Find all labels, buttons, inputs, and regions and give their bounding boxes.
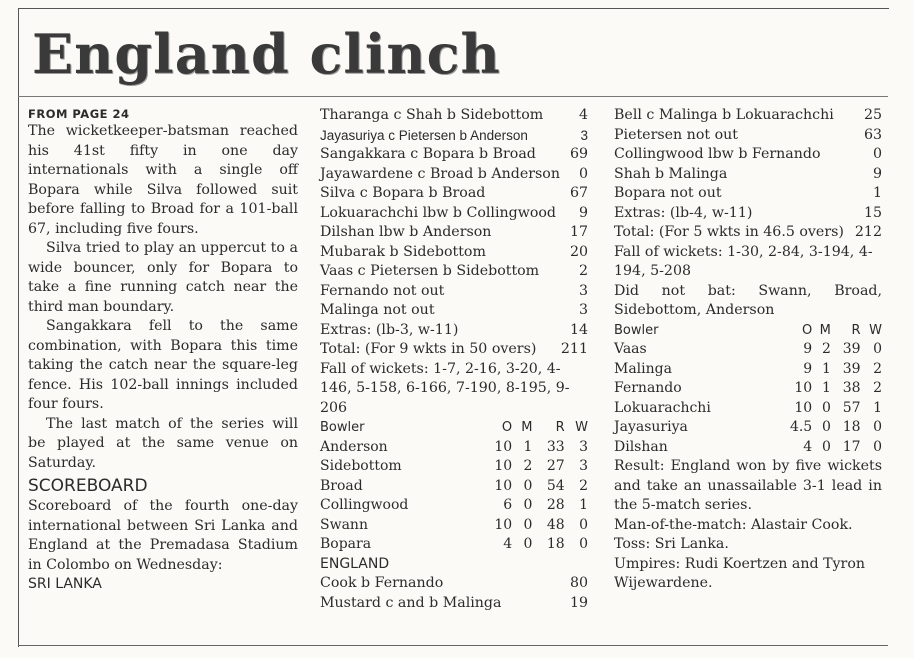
bowling-row xyxy=(320,457,588,477)
bowling-header-cell: O xyxy=(801,322,813,338)
bowler-name: Lokuarachchi xyxy=(614,399,711,416)
bowling-figure: 4 xyxy=(503,536,513,552)
batsman-runs: 69 xyxy=(569,146,588,162)
bowling-figure: 18 xyxy=(546,536,565,552)
batsman-runs: 3 xyxy=(580,127,588,143)
bowling-figure: 28 xyxy=(546,497,565,513)
total-value: 212 xyxy=(854,224,882,240)
bowling-figure: 0 xyxy=(821,438,831,455)
bowling-row xyxy=(614,418,882,438)
bowling-row xyxy=(614,340,882,360)
batsman-dismissal: Bell c Malinga b Lokuarachchi xyxy=(614,107,834,123)
bowling-header-cell: Bowler xyxy=(320,420,365,435)
bowling-figure: 48 xyxy=(546,516,565,533)
team-heading-sri-lanka: SRI LANKA xyxy=(28,576,102,592)
batsman-dismissal: Jayasuriya c Pietersen b Anderson xyxy=(320,127,528,143)
report-paragraph: The last match of the series will be played at the same venue on Saturday. xyxy=(28,415,298,471)
batsman-runs: 80 xyxy=(569,575,588,591)
extras-value: 14 xyxy=(569,321,588,338)
bowling-figure: 54 xyxy=(546,477,565,494)
total-row xyxy=(614,223,882,243)
england-scorecard-column xyxy=(614,106,882,594)
bowler-name: Anderson xyxy=(320,438,388,455)
bowling-figure: 27 xyxy=(546,458,565,474)
sri-lanka-batting-list xyxy=(320,106,588,321)
batsman-dismissal: Malinga not out xyxy=(320,302,435,318)
scoreboard-heading: SCOREBOARD xyxy=(28,476,148,496)
batting-row xyxy=(320,223,588,243)
from-page-label: FROM PAGE 24 xyxy=(28,107,130,121)
bowling-figure: 0 xyxy=(523,536,533,552)
batsman-runs: 25 xyxy=(863,107,882,123)
bowler-name: Jayasuriya xyxy=(614,419,688,435)
fall-of-wickets: Fall of wickets: 1-7, 2-16, 3-20, 4-146, 5-158, 6-166, 7-190, 8-195, 9-206 xyxy=(320,360,570,416)
bowling-figure: 9 xyxy=(803,360,813,377)
bowling-figure: 18 xyxy=(842,419,861,435)
did-not-bat: Did not bat: Swann, Broad, Sidebottom, Anderson xyxy=(614,282,882,318)
bowling-figure: 10 xyxy=(494,458,513,474)
total-label: Total: (For 5 wkts in 46.5 overs) xyxy=(614,224,844,240)
bowling-row xyxy=(320,516,588,536)
bowling-row xyxy=(614,438,882,458)
bowling-figure: 39 xyxy=(842,341,861,357)
team-heading-england: ENGLAND xyxy=(320,555,390,572)
umpires: Umpires: Rudi Koertzen and Tyron Wijewardene. xyxy=(614,555,866,591)
batsman-dismissal: Mubarak b Sidebottom xyxy=(320,243,486,260)
bowling-figure: 39 xyxy=(842,360,861,377)
batsman-runs: 20 xyxy=(569,243,588,260)
report-paragraph: Sangakkara fell to the same combination, with Bopara this time taking the catch near the square-leg fence. His 102-ball innings included four fours. xyxy=(28,318,298,412)
bowling-figure: 6 xyxy=(503,497,513,513)
batting-row xyxy=(320,126,588,146)
batsman-runs: 17 xyxy=(569,224,588,240)
batsman-dismissal: Bopara not out xyxy=(614,185,722,201)
extras-label: Extras: (lb-4, w-11) xyxy=(614,204,753,221)
bowler-name: Swann xyxy=(320,516,368,533)
bowling-header-cell: R xyxy=(555,420,565,435)
extras-label: Extras: (lb-3, w-11) xyxy=(320,321,459,338)
bowling-figure: 0 xyxy=(873,438,882,455)
bowling-figure: 10 xyxy=(494,477,513,494)
bowling-figure: 0 xyxy=(579,516,588,533)
batting-row xyxy=(320,145,588,165)
bowling-row xyxy=(320,477,588,497)
bowling-figure: 1 xyxy=(821,380,831,396)
bowling-figure: 9 xyxy=(803,341,813,357)
bowling-figure: 0 xyxy=(523,516,533,533)
bowling-figure: 33 xyxy=(546,438,565,455)
batsman-runs: 19 xyxy=(569,594,588,611)
bowling-figure: 0 xyxy=(821,399,831,416)
batting-row xyxy=(320,301,588,321)
batting-row xyxy=(320,165,588,185)
bowling-row xyxy=(320,496,588,516)
bowling-header-cell: W xyxy=(869,322,882,338)
bowling-header-cell: M xyxy=(819,322,831,338)
batsman-runs: 63 xyxy=(863,126,882,143)
bowler-name: Malinga xyxy=(614,360,672,377)
bowling-row xyxy=(320,535,588,555)
total-row xyxy=(320,340,588,360)
bottom-rule xyxy=(18,645,888,646)
batting-row xyxy=(614,184,882,204)
extras-row xyxy=(320,321,588,341)
bowler-name: Sidebottom xyxy=(320,458,402,474)
bowling-figure: 2 xyxy=(523,458,533,474)
batsman-runs: 3 xyxy=(578,302,588,318)
bowling-header-cell: R xyxy=(851,322,861,338)
extras-row xyxy=(614,204,882,224)
bowling-figure: 10 xyxy=(794,380,813,396)
batsman-dismissal: Cook b Fernando xyxy=(320,575,444,591)
bowling-figure: 10 xyxy=(494,438,513,455)
batsman-dismissal: Tharanga c Shah b Sidebottom xyxy=(320,107,544,123)
bowling-row xyxy=(320,438,588,458)
bowling-figure: 4 xyxy=(803,438,813,455)
bowling-figure: 0 xyxy=(873,341,882,357)
man-of-the-match: Man-of-the-match: Alastair Cook. xyxy=(614,516,853,533)
batsman-dismissal: Mustard c and b Malinga xyxy=(320,594,502,611)
bowling-figure: 0 xyxy=(579,536,588,552)
bowling-header-cell: O xyxy=(501,420,513,435)
batting-row xyxy=(320,243,588,263)
bowling-header-cell: W xyxy=(575,420,588,435)
bowler-name: Dilshan xyxy=(614,438,668,455)
total-value: 211 xyxy=(560,341,588,357)
bowler-name: Vaas xyxy=(614,341,647,357)
bowling-figure: 10 xyxy=(494,516,513,533)
bowling-row xyxy=(614,379,882,399)
batting-row xyxy=(614,126,882,146)
bowler-name: Collingwood xyxy=(320,497,409,513)
batting-row xyxy=(614,165,882,185)
batsman-runs: 4 xyxy=(578,107,588,123)
bowling-figure: 1 xyxy=(873,399,882,416)
batting-row xyxy=(320,106,588,126)
sri-lanka-bowling-table xyxy=(614,321,882,458)
bowling-figure: 1 xyxy=(821,360,831,377)
bowling-figure: 0 xyxy=(821,419,831,435)
bowling-figure: 57 xyxy=(842,399,861,416)
batsman-runs: 9 xyxy=(578,204,588,221)
bowling-figure: 2 xyxy=(873,360,882,377)
batting-row xyxy=(320,184,588,204)
batting-row xyxy=(614,145,882,165)
report-paragraph: Silva tried to play an uppercut to a wide bouncer, only for Bopara to take a fine running catch near the third man boundary. xyxy=(28,240,298,315)
bowling-row xyxy=(614,360,882,380)
bowling-figure: 17 xyxy=(842,438,861,455)
bowling-header-cell: M xyxy=(521,420,533,435)
sri-lanka-scorecard-column xyxy=(320,106,588,613)
batting-row xyxy=(320,262,588,282)
report-paragraph: The wicketkeeper-batsman reached his 41st fifty in one day internationals with a single off Bopara while Silva followed suit before falling to Broad for a 101-ball 67, including five fours. xyxy=(28,123,298,237)
headline: England clinch xyxy=(32,22,501,86)
batsman-dismissal: Jayawardene c Broad b Anderson xyxy=(320,165,560,182)
headline-rule xyxy=(18,96,888,97)
batsman-dismissal: Pietersen not out xyxy=(614,126,738,143)
bowling-figure: 3 xyxy=(579,458,588,474)
match-result: Result: England won by five wickets and take an unassailable 3-1 lead in the 5-match series. xyxy=(614,458,882,513)
bowling-figure: 10 xyxy=(794,399,813,416)
batsman-runs: 0 xyxy=(578,165,588,182)
bowling-figure: 4.5 xyxy=(789,419,813,435)
batsman-dismissal: Shah b Malinga xyxy=(614,165,728,182)
extras-value: 15 xyxy=(863,204,882,221)
bowling-figure: 2 xyxy=(821,341,831,357)
bowling-figure: 0 xyxy=(523,497,533,513)
bowling-header-row xyxy=(320,418,588,438)
batsman-runs: 2 xyxy=(578,263,588,279)
bowling-header-row xyxy=(614,321,882,341)
batsman-runs: 9 xyxy=(872,165,882,182)
bowling-row xyxy=(614,399,882,419)
batsman-dismissal: Collingwood lbw b Fernando xyxy=(614,146,821,162)
bowling-header-cell: Bowler xyxy=(614,322,659,338)
batsman-dismissal: Lokuarachchi lbw b Collingwood xyxy=(320,204,557,221)
batting-row xyxy=(320,594,588,614)
bowling-figure: 2 xyxy=(873,380,882,396)
batsman-dismissal: Vaas c Pietersen b Sidebottom xyxy=(320,263,540,279)
batsman-runs: 67 xyxy=(569,185,588,201)
batsman-runs: 3 xyxy=(578,282,588,299)
batsman-dismissal: Dilshan lbw b Anderson xyxy=(320,224,492,240)
scoreboard-intro: Scoreboard of the fourth one-day international between Sri Lanka and England at the Premadasa Stadium in Colombo on Wednesday: xyxy=(28,498,298,573)
batsman-dismissal: Silva c Bopara b Broad xyxy=(320,185,486,201)
bowler-name: Fernando xyxy=(614,380,682,396)
fall-of-wickets: Fall of wickets: 1-30, 2-84, 3-194, 4-194, 5-208 xyxy=(614,243,873,279)
batsman-runs: 1 xyxy=(872,185,882,201)
total-label: Total: (For 9 wkts in 50 overs) xyxy=(320,341,537,357)
bowling-figure: 3 xyxy=(579,438,588,455)
bowling-figure: 2 xyxy=(579,477,588,494)
batsman-runs: 0 xyxy=(872,146,882,162)
bowling-figure: 1 xyxy=(579,497,588,513)
england-bowling-table xyxy=(320,418,588,555)
batting-row xyxy=(320,204,588,224)
bowling-figure: 0 xyxy=(523,477,533,494)
batting-row xyxy=(320,574,588,594)
report-column xyxy=(28,106,298,595)
batsman-dismissal: Sangakkara c Bopara b Broad xyxy=(320,146,536,162)
bowling-figure: 38 xyxy=(842,380,861,396)
bowler-name: Bopara xyxy=(320,536,372,552)
toss: Toss: Sri Lanka. xyxy=(614,536,729,552)
bowling-figure: 0 xyxy=(873,419,882,435)
bowler-name: Broad xyxy=(320,477,363,494)
batsman-dismissal: Fernando not out xyxy=(320,282,445,299)
bowling-figure: 1 xyxy=(523,438,533,455)
batting-row xyxy=(320,282,588,302)
batting-row xyxy=(614,106,882,126)
